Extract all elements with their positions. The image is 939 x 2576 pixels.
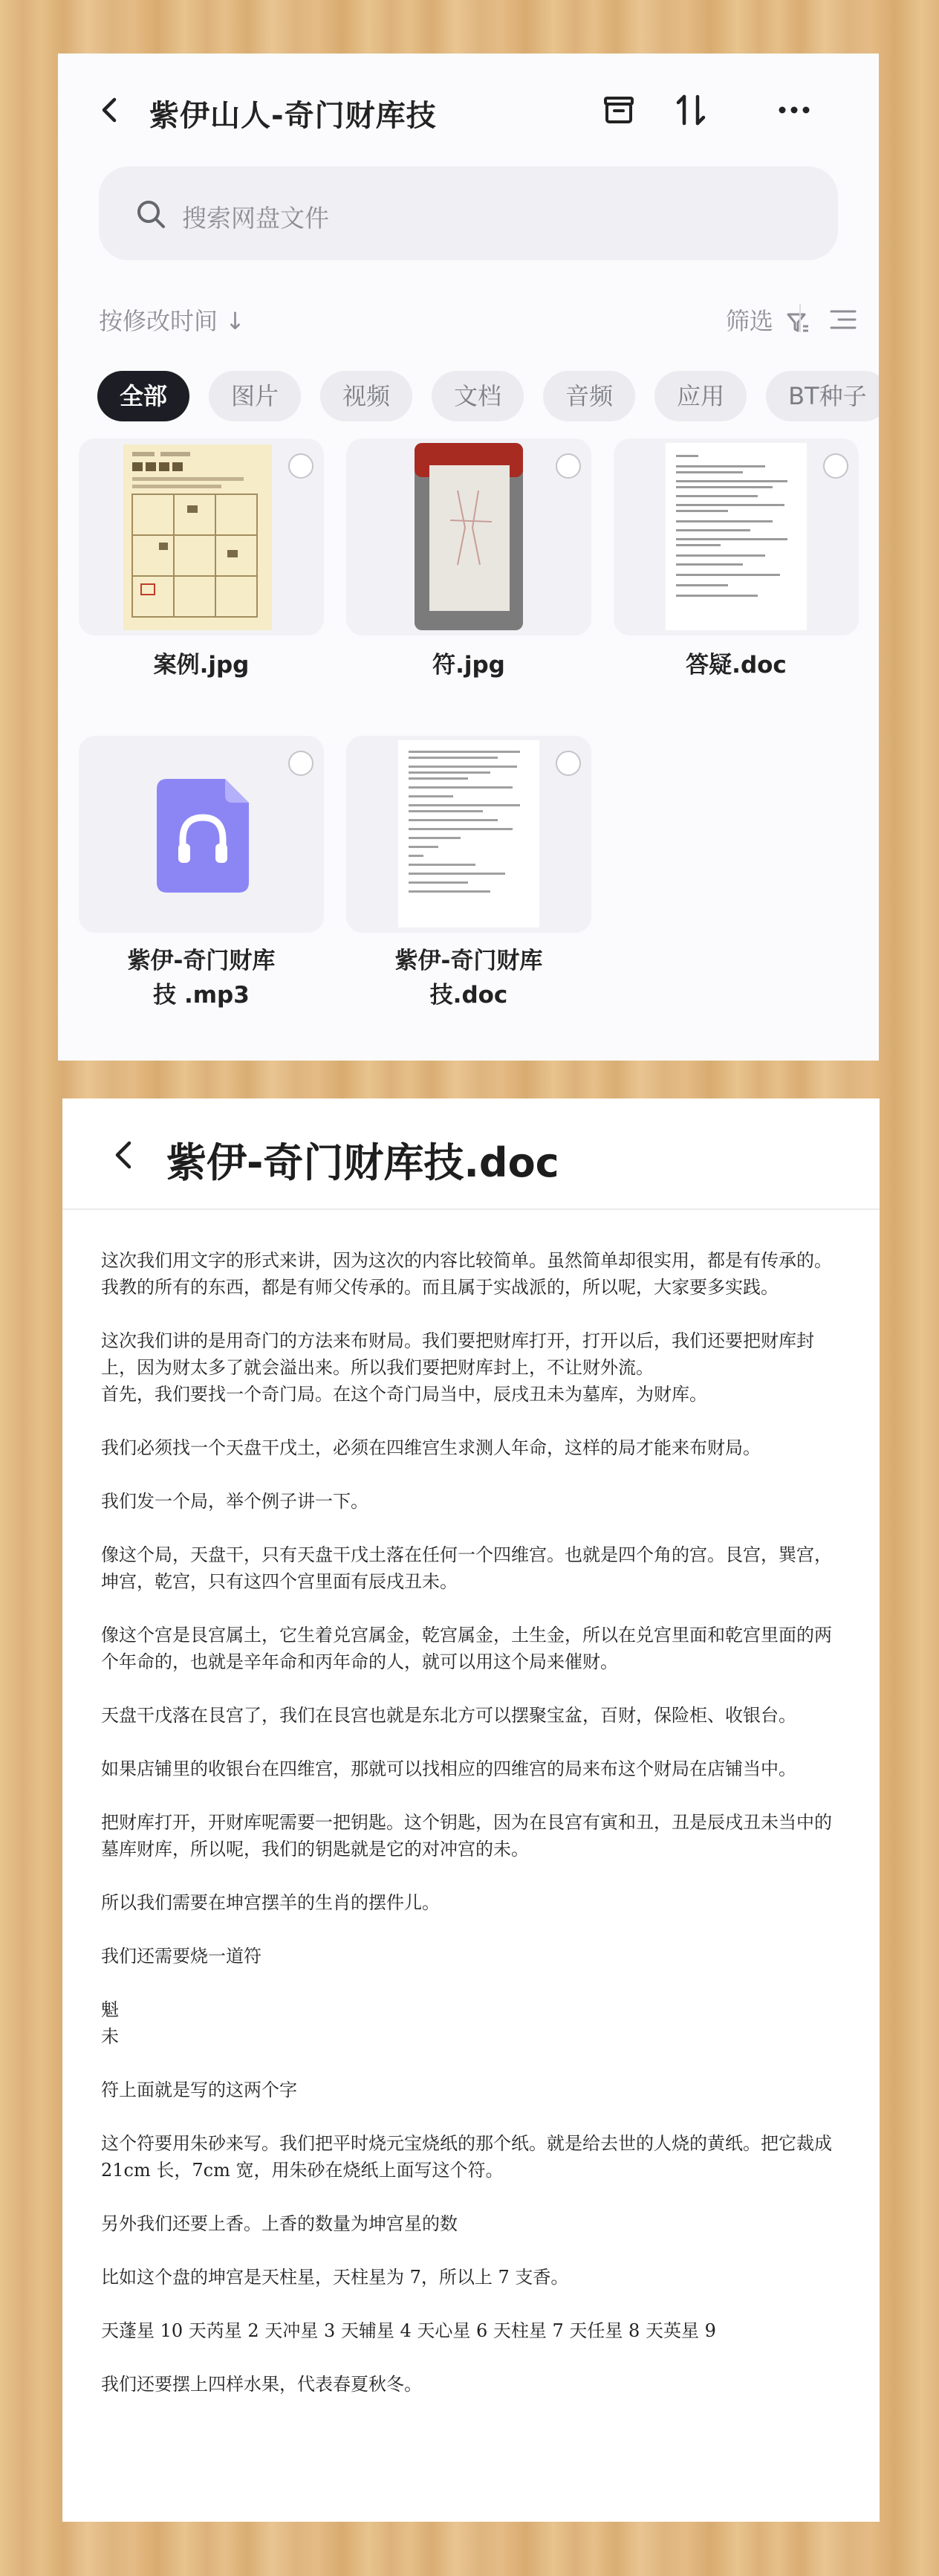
tab-documents[interactable]: 文档: [432, 371, 524, 421]
tab-videos[interactable]: 视频: [320, 371, 412, 421]
document-title: 紫伊-奇门财库技.doc: [166, 1139, 559, 1186]
back-icon[interactable]: [95, 95, 125, 125]
document-icon: [614, 438, 859, 635]
file-name-line1: 紫伊-奇门财库: [394, 948, 543, 974]
select-checkbox[interactable]: [556, 453, 581, 479]
paragraph: 魁: [101, 1999, 119, 2020]
tab-images[interactable]: 图片: [209, 371, 301, 421]
archive-icon[interactable]: [598, 89, 640, 131]
back-icon[interactable]: [107, 1139, 140, 1171]
document-body: [101, 1247, 844, 2424]
paragraph: 符上面就是写的这两个字: [101, 2080, 297, 2100]
paragraph: 我们还需要烧一道符: [101, 1946, 261, 1967]
file-name-line1: 紫伊-奇门财库: [127, 948, 276, 974]
paragraph: 这次我们用文字的形式来讲，因为这次的内容比较简单。虽然简单却很实用，都是有传承的。我教的所有的东西，都是有师父传承的。而且属于实战派的，所以呢，大家要多实践。: [101, 1250, 832, 1298]
filter-icon: [785, 310, 810, 335]
sort-icon[interactable]: [671, 89, 712, 131]
document-header: [62, 1098, 880, 1210]
filter-button[interactable]: [726, 302, 810, 337]
document-icon: [346, 736, 591, 933]
file-name: 案例.jpg: [153, 652, 250, 679]
select-checkbox[interactable]: [823, 453, 848, 479]
tab-bt[interactable]: BT种子: [766, 371, 879, 421]
paragraph: 如果店铺里的收银台在四维宫，那就可以找相应的四维宫的局来布这个财局在店铺当中。: [101, 1758, 796, 1779]
paragraph: 这个符要用朱砂来写。我们把平时烧元宝烧纸的那个纸。就是给去世的人烧的黄纸。把它裁成 21cm 长，7cm 宽，用朱砂在烧纸上面写这个符。: [101, 2133, 832, 2181]
file-thumbnail: [346, 438, 591, 635]
file-thumbnail: [79, 438, 324, 635]
file-name-line2: 技.doc: [429, 982, 508, 1009]
select-checkbox[interactable]: [288, 751, 313, 776]
talisman-image-icon: [346, 438, 591, 635]
chart-image-icon: [79, 438, 324, 635]
paragraph: 另外我们还要上香。上香的数量为坤宫星的数: [101, 2213, 458, 2234]
file-list-panel: [58, 54, 879, 1061]
paragraph: 首先，我们要找一个奇门局。在这个奇门局当中，辰戌丑未为墓库，为财库。: [101, 1384, 707, 1405]
file-thumbnail: [346, 736, 591, 933]
paragraph: 天蓬星 10 天芮星 2 天冲星 3 天辅星 4 天心星 6 天柱星 7 天任星 8 天英星 9: [101, 2320, 716, 2341]
header: [58, 54, 879, 172]
tab-apps[interactable]: 应用: [654, 371, 747, 421]
folder-title: 紫伊山人-奇门财库技: [149, 99, 437, 133]
sort-by-modified-button[interactable]: 按修改时间 ↓: [99, 307, 245, 335]
file-thumbnail: [79, 736, 324, 933]
divider: [799, 304, 801, 332]
search-icon: [134, 198, 167, 230]
select-checkbox[interactable]: [556, 751, 581, 776]
select-checkbox[interactable]: [288, 453, 313, 479]
file-thumbnail: [614, 438, 859, 635]
search-placeholder: 搜索网盘文件: [182, 204, 329, 233]
paragraph: 天盘干戊落在艮宫了，我们在艮宫也就是东北方可以摆聚宝盆，百财，保险柜、收银台。: [101, 1705, 796, 1726]
tab-all[interactable]: 全部: [97, 371, 189, 421]
paragraph: 像这个局，天盘干，只有天盘干戊土落在任何一个四维宫。也就是四个角的宫。艮宫，巽宫，坤宫，乾宫，只有这四个宫里面有辰戌丑未。: [101, 1544, 832, 1592]
tab-audio[interactable]: 音频: [543, 371, 635, 421]
paragraph: 我们必须找一个天盘干戊土，必须在四维宫生求测人年命，这样的局才能来布财局。: [101, 1437, 761, 1458]
more-icon[interactable]: [773, 89, 815, 131]
file-name: 符.jpg: [432, 652, 505, 679]
paragraph: 把财库打开，开财库呢需要一把钥匙。这个钥匙，因为在艮宫有寅和丑，丑是辰戌丑未当中的墓库财库，所以呢，我们的钥匙就是它的对冲宫的未。: [101, 1812, 832, 1860]
paragraph: 像这个宫是艮宫属土，它生着兑宫属金，乾宫属金，土生金，所以在兑宫里面和乾宫里面的两个年命的，也就是辛年命和丙年命的人，就可以用这个局来催财。: [101, 1625, 832, 1672]
paragraph: 比如这个盘的坤宫是天柱星，天柱星为 7，所以上 7 支香。: [101, 2267, 569, 2288]
paragraph: 所以我们需要在坤宫摆羊的生肖的摆件儿。: [101, 1892, 440, 1913]
file-name-line2: 技 .mp3: [153, 982, 250, 1009]
paragraph: 未: [101, 2026, 119, 2047]
paragraph: 这次我们讲的是用奇门的方法来布财局。我们要把财库打开，打开以后，我们还要把财库封上，因为财太多了就会溢出来。所以我们要把财库封上，不让财外流。: [101, 1330, 814, 1378]
filter-label: 筛选: [725, 307, 773, 335]
document-viewer-panel: [62, 1098, 880, 2522]
search-input[interactable]: [99, 166, 838, 260]
file-name: 答疑.doc: [686, 652, 787, 679]
list-view-icon[interactable]: [828, 305, 858, 334]
headphones-icon: [79, 736, 324, 933]
category-tabs: [97, 371, 879, 424]
paragraph: 我们发一个局，举个例子讲一下。: [101, 1491, 368, 1512]
paragraph: 我们还要摆上四样水果，代表春夏秋冬。: [101, 2374, 422, 2395]
